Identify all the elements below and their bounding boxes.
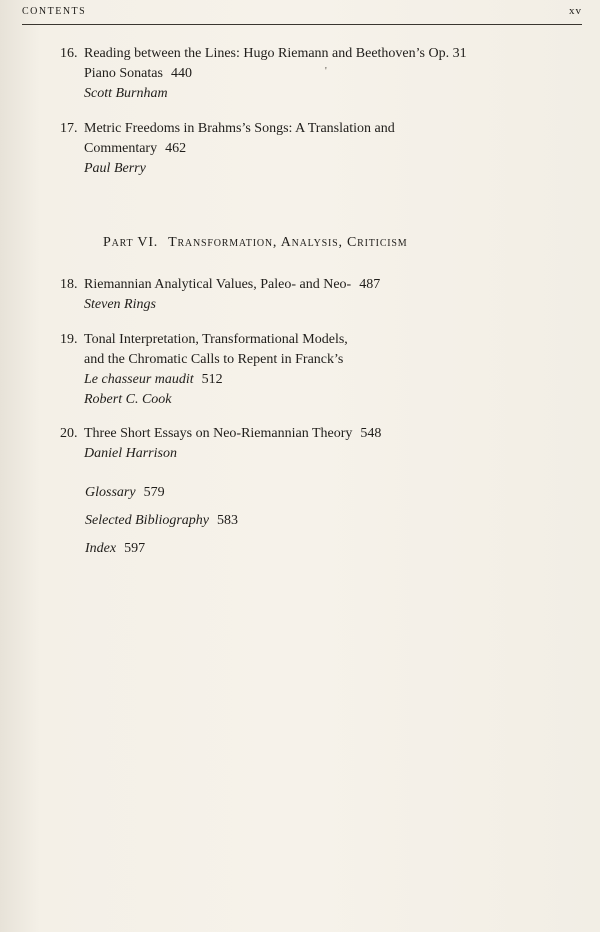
part-heading	[103, 235, 407, 251]
entry-page: 512	[201, 372, 223, 387]
entry-author: Daniel Harrison	[84, 446, 177, 461]
entry-author: Robert C. Cook	[84, 392, 172, 407]
entry-number: 18.	[60, 277, 78, 292]
entry-author: Paul Berry	[84, 161, 146, 176]
entry-number: 19.	[60, 332, 78, 347]
entry-page: 462	[165, 141, 187, 156]
entry-author: Scott Burnham	[84, 86, 168, 101]
entry-title-line: Piano Sonatas	[84, 66, 163, 81]
backmatter-glossary	[85, 483, 165, 503]
backmatter-title: Index	[85, 541, 117, 556]
entry-page: 440	[170, 66, 192, 81]
entry-page: 487	[359, 277, 381, 292]
entry-title-line: Tonal Interpretation, Transformational Models,	[84, 332, 348, 347]
entry-number: 16.	[60, 46, 78, 61]
entry-title-line: Reading between the Lines: Hugo Riemann and Beethoven’s Op. 31	[84, 46, 467, 61]
backmatter-page: 583	[217, 513, 239, 528]
backmatter-page: 597	[124, 541, 146, 556]
entry-page: 548	[360, 426, 382, 441]
entry-title-line: Riemannian Analytical Values, Paleo- and Neo-	[84, 277, 352, 292]
entry-number: 17.	[60, 121, 78, 136]
entry-number: 20.	[60, 426, 78, 441]
backmatter-index	[85, 539, 145, 559]
entry-title-line: Metric Freedoms in Brahms’s Songs: A Translation and	[84, 121, 395, 136]
header-page-number: xv	[569, 5, 582, 17]
entry-author: Steven Rings	[84, 297, 156, 312]
entry-title-line: Three Short Essays on Neo-Riemannian Theory	[84, 426, 353, 441]
backmatter-page: 579	[143, 485, 165, 500]
entry-title-line: Le chasseur maudit	[84, 372, 194, 387]
backmatter-bibliography	[85, 511, 238, 531]
backmatter-title: Selected Bibliography	[85, 513, 210, 528]
entry-title-line: and the Chromatic Calls to Repent in Franck’s	[84, 352, 344, 367]
stray-mark: '	[325, 66, 327, 77]
running-header	[22, 6, 582, 25]
part-label: Part VI.	[103, 235, 159, 250]
header-section-title: CONTENTS	[22, 6, 87, 17]
entry-title-line: Commentary	[84, 141, 158, 156]
backmatter-title: Glossary	[85, 485, 136, 500]
part-title: Transformation, Analysis, Criticism	[168, 235, 408, 250]
